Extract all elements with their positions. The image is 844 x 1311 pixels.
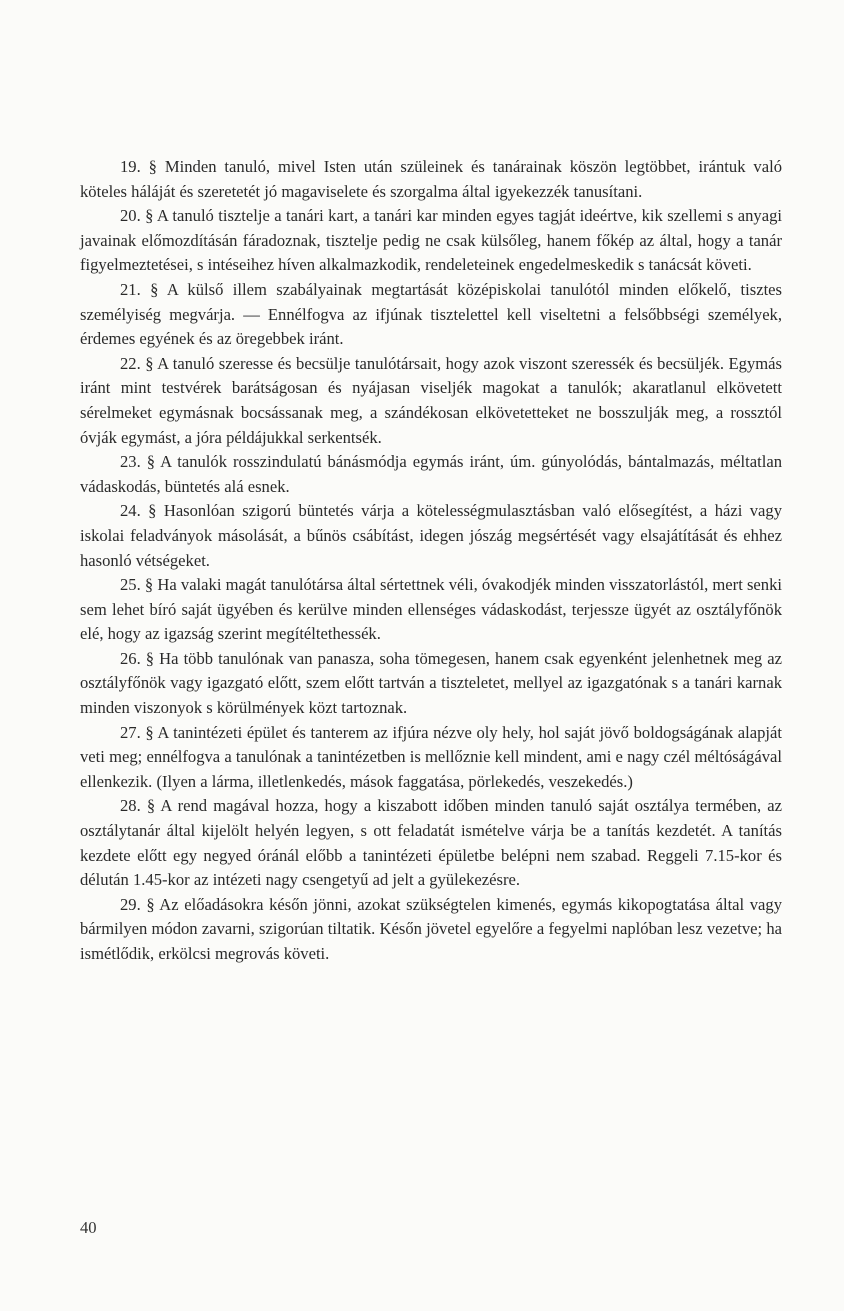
paragraph-23: 23. § A tanulók rosszindulatú bánásmódja egymás iránt, úm. gúnyolódás, bántalmazás, méltatlan vádaskodás, büntetés alá esnek. [80, 452, 782, 496]
paragraph-21: 21. § A külső illem szabályainak megtartását középiskolai tanulótól minden előkelő, tisztes személyiség megvárja. — Ennélfogva az ifjúnak tisztelettel kell viseltetni a felsőbbségi személyek, érdemes egyének és az öregebbek iránt. [80, 279, 782, 349]
paragraph-27: 27. § A tanintézeti épület és tanterem az ifjúra nézve oly hely, hol saját jövő boldogságának alapját veti meg; ennélfogva a tanulónak a tanintézetben is mellőznie kell mindent, ami e nagy czél méltóságával ellenkezik. (Ilyen a lárma, illetlenkedés, mások faggatása, pörlekedés, veszekedés.) [80, 722, 782, 791]
paragraph-28: 28. § A rend magával hozza, hogy a kiszabott időben minden tanuló saját osztálya termében, az osztálytanár által kijelölt helyén legyen, s ott feladatát ismételve várja be a tanítás kezdetét. A tanítás kezdete előtt egy negyed óránál előbb a tanintézeti épületbe belépni nem szabad. Reggeli 7.15-kor és délután 1.45-kor az intézeti nagy csengetyű ad jelt a gyülekezésre. [80, 796, 782, 890]
paragraph-25: 25. § Ha valaki magát tanulótársa által sértettnek véli, óvakodjék minden visszatorlástól, mert senki sem lehet bíró saját ügyében és kerülve minden ellenséges vádaskodást, terjessze ügyét az osztályfőnök elé, hogy az igazság szerint megítéltethessék. [80, 575, 782, 644]
page-number: 40 [80, 1218, 97, 1237]
page-body [80, 155, 782, 967]
paragraph-26: 26. § Ha több tanulónak van panasza, soha tömegesen, hanem csak egyenként jelenhetnek meg az osztályfőnök vagy igazgató előtt, szem előtt tartván a tiszteletet, mellyel az igazgatónak s a tanári karnak minden viszonyok s körülmények közt tartoznak. [80, 648, 782, 718]
paragraph-22: 22. § A tanuló szeresse és becsülje tanulótársait, hogy azok viszont szeressék és becsüljék. Egymás iránt mint testvérek barátságosan és nyájasan viseljék magokat a tanulók; akaratlanul elkövetett sérelmeket egymásnak bocsássanak meg, a szándékosan elkövetetteket ne bosszulják meg, a rossztól óvják egymást, a jóra példájukkal serkentsék. [80, 353, 782, 447]
paragraph-20: 20. § A tanuló tisztelje a tanári kart, a tanári kar minden egyes tagját ideértve, kik szellemi s anyagi javainak előmozdításán fáradoznak, tisztelje pedig ne csak külsőleg, hanem főkép az által, hogy a tanár figyelmeztetései, s intéseihez híven alkalmazkodik, rendeleteinek engedelmeskedik s tanácsát követi. [80, 206, 782, 275]
paragraph-19: 19. § Minden tanuló, mivel Isten után szüleinek és tanárainak köszön legtöbbet, irántuk való köteles háláját és szeretetét jó magaviselete és szorgalma által igyekezzék tanusítani. [80, 157, 782, 201]
paragraph-24: 24. § Hasonlóan szigorú büntetés várja a kötelességmulasztásban való elősegítést, a házi vagy iskolai feladványok másolását, a bűnös csábítást, idegen jószág megsértését vagy elsajátítását és ehhez hasonló vétségeket. [80, 501, 782, 570]
paragraph-29: 29. § Az előadásokra későn jönni, azokat szükségtelen kimenés, egymás kikopogtatása által vagy bármilyen módon zavarni, szigorúan tiltatik. Későn jövetel egyelőre a fegyelmi naplóban lesz vezetve; ha ismétlődik, erkölcsi megrovás követi. [80, 894, 782, 963]
